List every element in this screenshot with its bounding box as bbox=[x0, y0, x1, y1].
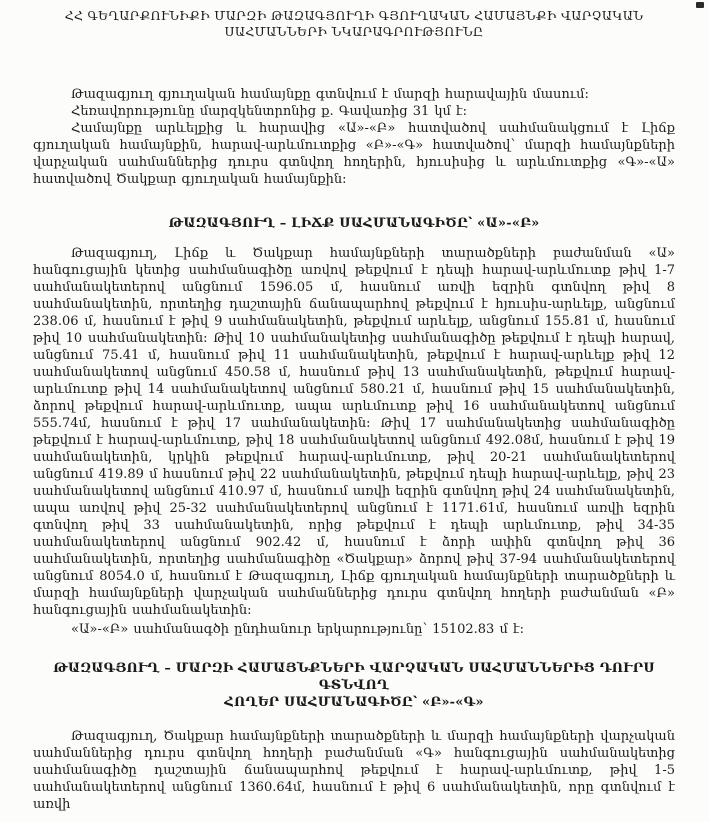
intro-paragraph-1: Թազագյուղ գյուղական համայնքը գտնվում է մարզի հարավային մասում: bbox=[71, 87, 589, 102]
section-bg-heading-line-1: ԹԱԶԱԳՅՈՒՂ – ՄԱՐԶԻ ՀԱՄԱՅՆՔՆԵՐԻ ՎԱՐՉԱԿԱՆ ՍԱՀՄԱՆՆԵՐԻՑ ԴՈՒՐՍ ԳՏՆՎՈՂ bbox=[53, 661, 655, 693]
section-bg-heading-line-2: ՀՈՂԵՐ ՍԱՀՄԱՆԱԳԻԾԸ՝ «Բ»-«Գ» bbox=[224, 695, 484, 710]
section-bg-heading bbox=[33, 660, 675, 711]
section-ab-total-length: «Ա»-«Բ» սահմանագծի ընդհանուր երկարությունը՝ 15102.83 մ է: bbox=[71, 622, 524, 637]
section-ab-heading: ԹԱԶԱԳՅՈՒՂ – ԼԻՃՔ ՍԱՀՄԱՆԱԳԻԾԸ՝ «Ա»-«Բ» bbox=[168, 216, 540, 231]
document-title bbox=[33, 8, 675, 40]
document-title-line-1: ՀՀ ԳԵՂԱՐՔՈՒՆԻՔԻ ՄԱՐԶԻ ԹԱԶԱԳՅՈՒՂԻ ԳՅՈՒՂԱԿԱՆ ՀԱՄԱՅՆՔԻ ՎԱՐՉԱԿԱՆ bbox=[64, 8, 644, 23]
section-bg-body: Թազագյուղ, Ծակքար համայնքների տարածքների և մարզի համայնքների վարչական սահմաններից դուրս գտնվող հողերի բաժանման «Գ» հանգուցային սահմանակետից սահմանագիծը դաշտային ճանապարհով թեքվում է հարավ-արևմուտք, թիվ 1-5 սահմանակետերով անցնում 1360.64մ, հասնում է թիվ 6 սահմանակետին, որը գտնվում է առվի bbox=[33, 729, 675, 812]
intro-paragraph-3: Համայնքը արևելքից և հարավից «Ա»-«Բ» հատվածով սահմանակցում է Լիճք գյուղական համայնքին, հարավ-արևմուտքից «Բ»-«Գ» հատվածով՝ մարզի համայնքների վարչական սահմաններից դուրս գտնվող հողերին, հյուսիսից և արևմուտքից «Գ»-«Ա» հատվածով Ծակքար գյուղական համայնքին: bbox=[33, 121, 675, 187]
document-title-line-2: ՍԱՀՄԱՆՆԵՐԻ ՆԿԱՐԱԳՐՈՒԹՅՈՒՆԸ bbox=[224, 24, 484, 39]
section-ab-body: Թազագյուղ, Լիճք և Ծակքար համայնքների տարածքների բաժանման «Ա» հանգուցային կետից սահմանագիծը առվով թեքվում է դեպի հարավ-արևմուտք թիվ 1-7 սահմանակետերով անցնում 1596.05 մ, հասնում առվի եզրին գտնվող թիվ 8 սահմանակետին, որտեղից դաշտային ճանապարհով թեքվում է հյուսիս-արևելք, անցնում 238.06 մ, հասնում է թիվ 9 սահմանակետին, թեքվում արևելք, անցնում 155.81 մ, հասնում թիվ 10 սահմանակետին: Թիվ 10 սահմանակետից սահմանագիծը թեքվում է դեպի հարավ, անցնում 75.41 մ, հասնում թիվ 11 սահմանակետին, թեքվում է հարավ-արևելք թիվ 12 սահմանակետով անցնում 450.58 մ, հասնում թիվ 13 սահմանակետին, թեքվում հարավ-արևմուտք թիվ 14 սահմանակետով անցնում 580.21 մ, հասնում թիվ 15 սահմանակետին, ձորով թեքվում հարավ-արևմուտք, ապա արևմուտք թիվ 16 սահմանակետով անցնում 555.74մ, հասնում է թիվ 17 սահմանակետին: Թիվ 17 սահմանակետից սահմանագիծը թեքվում է հարավ-արևմուտք, թիվ 18 սահմանակետով անցնում 492.08մ, հասնում է թիվ 19 սահմանակետին, կրկին թեքվում հարավ-արևմուտք, թիվ 20-21 սահմանակետերով անցնում 419.89 մ հասնում թիվ 22 սահմանակետին, թեքվում դեպի հարավ-արևելք, թիվ 23 սահմանակետով անցնում 410.97 մ, հասնում առվի եզրին գտնվող թիվ 24 սահմանակետին, ապա առվով թիվ 25-32 սահմանակետերով անցնում է 1171.61մ, հասնում առվի եզրին գտնվող թիվ 33 սահմանակետին, որից թեքվում է դեպի արևմուտք, թիվ 34-35 սահմանակետերով անցնում 902.42 մ, հասնում է ձորի ափին գտնվող թիվ 36 սահմանակետին, որտեղից սահմանագիծը «Ծակքար» ձորով թիվ 37-94 սահմանակետերով անցնում 8054.0 մ, հասնում է Թազագյուղ, Լիճք գյուղական համայնքների տարածքների և մարզի համայնքների վարչական սահմաններից դուրս գտնվող հողերի բաժանման «Բ» հանգուցային սահմանակետին: bbox=[33, 246, 675, 618]
scan-artifact bbox=[696, 2, 704, 8]
intro-paragraph-2: Հեռավորությունը մարզկենտրոնից ք. Գավառից 31 կմ է: bbox=[71, 104, 468, 119]
